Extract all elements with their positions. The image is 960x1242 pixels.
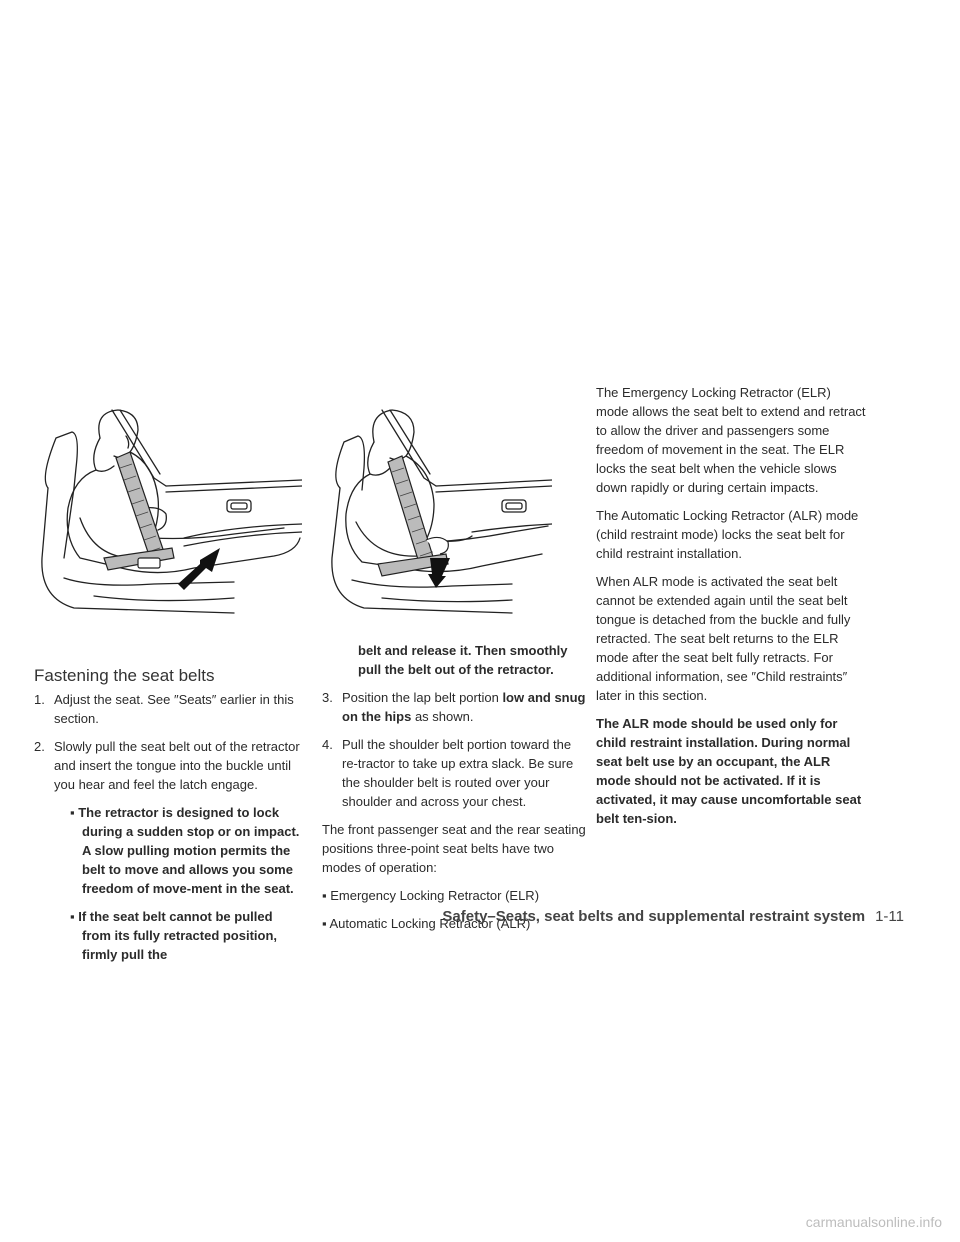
bullet-retractor-lock: ▪ The retractor is designed to lock during a sudden stop or on impact. A slow pulling motion permits the belt to move and allows you some freedom of move-ment in the seat.: [70, 805, 300, 896]
bullet-continuation: belt and release it. Then smoothly pull the belt out of the retractor.: [358, 643, 568, 677]
bullet-fully-retracted: ▪ If the seat belt cannot be pulled from its fully retracted position, firmly pull the: [70, 909, 278, 962]
seat-belt-fastening-illustration: [34, 408, 302, 618]
bullet-icon: ▪: [70, 805, 79, 820]
mode-elr: ▪ Emergency Locking Retractor (ELR): [322, 888, 540, 903]
mode-alr: ▪ Automatic Locking Retractor (ALR): [322, 916, 531, 931]
modes-intro: The front passenger seat and the rear seating positions three-point seat belts have two modes of operation:: [322, 822, 586, 875]
page-number: 1-11: [875, 908, 904, 925]
page-footer: [0, 908, 960, 934]
chapter-title: Safety–Seats, seat belts and supplemental restraint system: [442, 908, 866, 925]
alr-description: The Automatic Locking Retractor (ALR) mode (child restraint mode) locks the seat belt for child restraint installation.: [596, 508, 859, 561]
step-2: 2. Slowly pull the seat belt out of the retractor and insert the tongue into the buckle until you hear and feel the latch engage.: [34, 739, 300, 792]
alr-warning: The ALR mode should be used only for child restraint installation. During normal seat belt use by an occupant, the ALR mode should not be activated. If it is activated, it may cause uncomfortable seat belt ten-sion.: [596, 716, 862, 826]
section-title: Fastening the seat belts: [34, 666, 215, 685]
column-3: [596, 383, 866, 837]
elr-description: The Emergency Locking Retractor (ELR) mode allows the seat belt to extend and retract to allow the driver and passengers some freedom of movement in the seat. The ELR locks the seat belt when the vehicle slows down rapidly or during certain impacts.: [596, 385, 866, 495]
alr-activation: When ALR mode is activated the seat belt cannot be extended again until the seat belt tongue is detached from the buckle and fully retracted. The seat belt returns to the ELR mode after the seat belt fully retracts. For additional information, see ″Child restraints″ later in this section.: [596, 574, 851, 703]
step-1: 1. Adjust the seat. See ″Seats″ earlier in this section.: [34, 692, 294, 726]
step-4: 4. Pull the shoulder belt portion toward the re-tractor to take up extra slack. Be sure the shoulder belt is routed over your shoulder and across your chest.: [322, 737, 574, 809]
footer-chapter: [442, 908, 904, 925]
step-3: 3. Position the lap belt portion low and snug on the hips as shown.: [322, 690, 586, 724]
bullet-icon: ▪: [70, 909, 79, 924]
watermark: carmanualsonline.info: [805, 1214, 942, 1230]
lap-belt-position-illustration: [322, 408, 552, 618]
column-2: [322, 641, 588, 942]
